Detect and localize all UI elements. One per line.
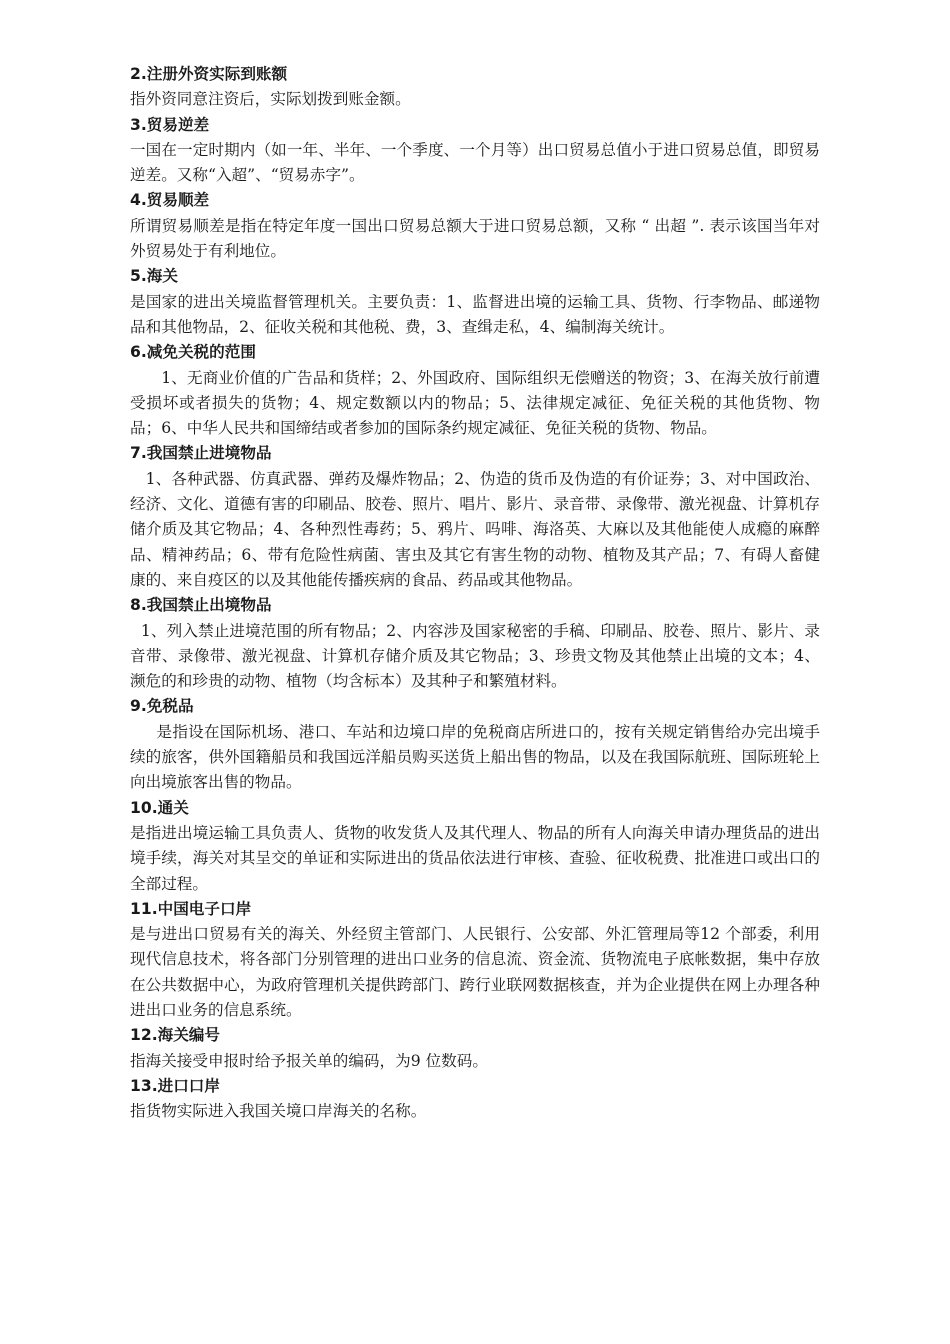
section-heading: 5.海关 [130,267,178,286]
section-heading: 13.进口口岸 [130,1076,220,1095]
document-page [130,62,820,1124]
section-body: 指海关接受申报时给予报关单的编码，为9 位数码。 [130,1051,488,1070]
section-heading: 10.通关 [130,798,189,817]
section-heading: 7.我国禁止进境物品 [130,444,272,463]
section-heading: 6.减免关税的范围 [130,343,256,362]
section-heading: 4.贸易顺差 [130,191,210,210]
section-heading: 9.免税品 [130,697,194,716]
section-body: 指外资同意注资后，实际划拨到账金额。 [130,90,411,109]
section-heading: 2.注册外资实际到账额 [130,65,288,83]
section-body: 指货物实际进入我国关境口岸海关的名称。 [130,1102,427,1121]
section-body: 是指进出境运输工具负责人、货物的收发货人及其代理人、物品的所有人向海关申请办理货品的进出境手续，海关对其呈交的单证和实际进出的货品依法进行审核、查验、征收税费、批准进口或出口的全部过程。 [130,823,820,893]
section-heading: 12.海关编号 [130,1026,220,1045]
section-body: 1、无商业价值的广告品和货样；2、外国政府、国际组织无偿赠送的物资；3、在海关放行前遭受损坏或者损失的货物；4、规定数额以内的物品；5、法律规定减征、免征关税的其他货物、物品；6、中华人民共和国缔结或者参加的国际条约规定减征、免征关税的货物、物品。 [130,368,820,438]
section-body: 1、列入禁止进境范围的所有物品；2、内容涉及国家秘密的手稿、印刷品、胶卷、照片、影片、录音带、录像带、激光视盘、计算机存储介质及其它物品；3、珍贵文物及其他禁止出境的文本；4、濒危的和珍贵的动物、植物（均含标本）及其种子和繁殖材料。 [130,621,820,691]
section-body: 所谓贸易顺差是指在特定年度一国出口贸易总额大于进口贸易总额，又称 “ 出超 ”. 表示该国当年对外贸易处于有利地位。 [130,216,820,261]
section-heading: 11.中国电子口岸 [130,899,252,918]
section-body: 1、各种武器、仿真武器、弹药及爆炸物品；2、伪造的货币及伪造的有价证券；3、对中国政治、经济、文化、道德有害的印刷品、胶卷、照片、唱片、影片、录音带、录像带、激光视盘、计算机存储介质及其它物品；4、各种烈性毒药；5、鸦片、吗啡、海洛英、大麻以及其他能使人成瘾的麻醉品、精神药品；6、带有危险性病菌、害虫及其它有害生物的动物、植物及其产品；7、有碍人畜健康的、来自疫区的以及其他能传播疾病的食品、药品或其他物品。 [130,469,820,589]
section-body: 一国在一定时期内（如一年、半年、一个季度、一个月等）出口贸易总值小于进口贸易总值，即贸易逆差。又称“入超”、“贸易赤字”。 [130,140,820,185]
section-body: 是与进出口贸易有关的海关、外经贸主管部门、人民银行、公安部、外汇管理局等12 个部委，利用现代信息技术，将各部门分别管理的进出口业务的信息流、资金流、货物流电子底帐数据，集中存放在公共数据中心，为政府管理机关提供跨部门、跨行业联网数据核查，并为企业提供在网上办理各种进出口业务的信息系统。 [130,925,820,1019]
section-heading: 8.我国禁止出境物品 [130,596,272,615]
section-body: 是国家的进出关境监督管理机关。主要负责：1、监督进出境的运输工具、货物、行李物品、邮递物品和其他物品，2、征收关税和其他税、费，3、查缉走私，4、编制海关统计。 [130,292,820,336]
section-body: 是指设在国际机场、港口、车站和边境口岸的免税商店所进口的，按有关规定销售给办完出境手续的旅客，供外国籍船员和我国远洋船员购买送货上船出售的物品，以及在我国际航班、国际班轮上向出境旅客出售的物品。 [130,722,820,792]
section-heading: 3.贸易逆差 [130,115,210,134]
